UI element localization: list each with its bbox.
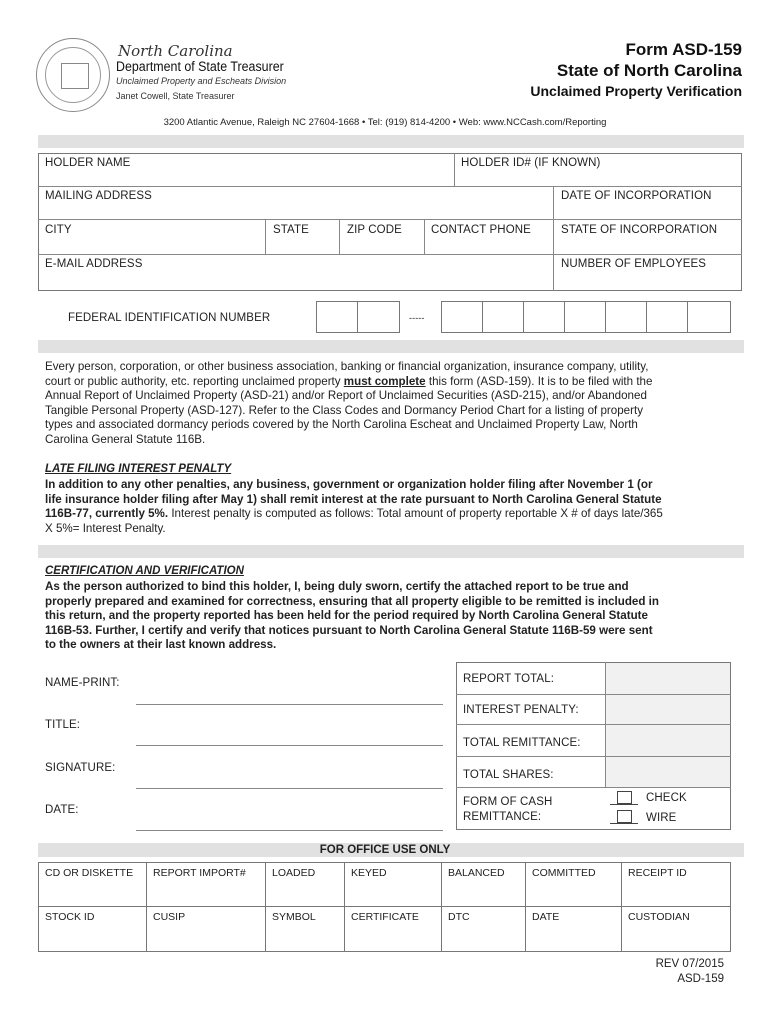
form-number: Form ASD-159 (625, 40, 742, 59)
department-name: Department of State Treasurer (116, 59, 284, 74)
col-divider (424, 219, 425, 254)
total-shares-field[interactable]: TOTAL SHARES: (463, 769, 554, 781)
footer-form-number: ASD-159 (677, 973, 724, 985)
office-use-table (38, 862, 731, 952)
divider-bar (38, 135, 744, 148)
certification-line: properly prepared and examined for correctness, ensuring that all property eligible to be remitted is included in (45, 594, 659, 608)
division-name: Unclaimed Property and Escheats Division (116, 76, 287, 86)
office-cell-symbol[interactable]: SYMBOL (266, 906, 345, 951)
date-of-incorporation-field[interactable]: DATE OF INCORPORATION (561, 190, 712, 202)
intro-paragraph (45, 360, 745, 448)
row-divider (456, 724, 731, 725)
contact-phone-field[interactable]: CONTACT PHONE (431, 224, 531, 236)
holder-info-box (38, 153, 742, 291)
interest-penalty-field[interactable]: INTEREST PENALTY: (463, 704, 579, 716)
row-divider (456, 756, 731, 757)
fein-separator: ----- (409, 313, 425, 323)
name-print-input[interactable] (136, 704, 443, 705)
wire-checkbox[interactable] (617, 810, 632, 823)
office-use-title: FOR OFFICE USE ONLY (319, 844, 451, 856)
office-cell-loaded[interactable]: LOADED (266, 863, 345, 907)
intro-text: this form (ASD-159). It is to be filed with the (425, 374, 653, 388)
intro-line (45, 375, 745, 390)
certification-line: 116B-53. Further, I certify and verify that notices pursuant to North Carolina General Statute 116B-59 were sent (45, 623, 653, 637)
col-divider (454, 153, 455, 186)
statute-emphasis: 116B-77, currently 5%. (45, 507, 169, 521)
report-total-field[interactable]: REPORT TOTAL: (463, 673, 554, 685)
intro-line: Carolina General Statute 116B. (45, 432, 206, 446)
fein-digit-box[interactable] (316, 301, 358, 333)
date-input[interactable] (136, 830, 443, 831)
late-filing-heading: LATE FILING INTEREST PENALTY (45, 463, 232, 475)
fein-digit-box[interactable] (687, 301, 731, 333)
row-divider (38, 254, 742, 255)
contact-address: 3200 Atlantic Avenue, Raleigh NC 27604-1668 • Tel: (919) 814-4200 • Web: www.NCCash.com/Reporting (163, 117, 607, 128)
certification-line: this return, and the property reported has been held for the period required by North Carolina General Statute (45, 609, 648, 623)
office-cell-cd-diskette[interactable]: CD OR DISKETTE (39, 863, 147, 907)
row-divider (456, 787, 731, 788)
title-label: TITLE: (45, 719, 81, 731)
certification-heading: CERTIFICATION AND VERIFICATION (45, 565, 244, 577)
signature-label: SIGNATURE: (45, 762, 116, 774)
state-title: State of North Carolina (556, 61, 742, 80)
email-address-field[interactable]: E-MAIL ADDRESS (45, 258, 143, 270)
check-label: CHECK (646, 792, 687, 804)
office-cell-report-import[interactable]: REPORT IMPORT# (147, 863, 266, 907)
date-label: DATE: (45, 804, 79, 816)
col-divider (339, 219, 340, 254)
number-of-employees-field[interactable]: NUMBER OF EMPLOYEES (561, 258, 707, 270)
office-cell-balanced[interactable]: BALANCED (442, 863, 526, 907)
wire-label: WIRE (646, 812, 677, 824)
signature-input[interactable] (136, 788, 443, 789)
zip-code-field[interactable]: ZIP CODE (347, 224, 402, 236)
fein-digit-box[interactable] (646, 301, 688, 333)
fein-digit-box[interactable] (564, 301, 606, 333)
late-filing-line (45, 507, 745, 522)
holder-name-field[interactable]: HOLDER NAME (45, 157, 131, 169)
checkbox-underline (610, 823, 638, 824)
must-complete-emphasis: must complete (343, 374, 426, 388)
divider-bar (38, 545, 744, 558)
intro-line: Annual Report of Unclaimed Property (ASD-21) and/or Report of Unclaimed Securities (ASD-215), and/or Abandoned (45, 389, 647, 403)
col-divider (605, 662, 606, 788)
intro-line: types and associated dormancy periods covered by the North Carolina Escheat and Unclaimed Property Law, North (45, 418, 638, 432)
checkbox-underline (610, 804, 638, 805)
col-divider (265, 219, 266, 254)
fein-label: FEDERAL IDENTIFICATION NUMBER (68, 312, 271, 324)
remittance-label: REMITTANCE: (463, 811, 542, 823)
form-title: Unclaimed Property Verification (530, 83, 742, 99)
form-of-cash-label: FORM OF CASH (463, 796, 553, 808)
state-field[interactable]: STATE (273, 224, 309, 236)
office-cell-dtc[interactable]: DTC (442, 906, 526, 951)
intro-text: court or public authority, etc. reporting unclaimed property (45, 374, 344, 388)
name-print-label: NAME-PRINT: (45, 677, 120, 689)
office-cell-cusip[interactable]: CUSIP (147, 906, 266, 951)
title-input[interactable] (136, 745, 443, 746)
office-cell-certificate[interactable]: CERTIFICATE (345, 906, 442, 951)
total-remittance-field[interactable]: TOTAL REMITTANCE: (463, 737, 581, 749)
office-cell-committed[interactable]: COMMITTED (526, 863, 622, 907)
state-seal (36, 38, 110, 112)
col-divider (553, 186, 554, 291)
row-divider (38, 186, 742, 187)
fein-digit-box[interactable] (605, 301, 647, 333)
fein-digit-box[interactable] (441, 301, 483, 333)
fein-digit-box[interactable] (482, 301, 524, 333)
late-filing-text: Interest penalty is computed as follows: Total amount of property reportable X # of days late/365 (168, 507, 663, 521)
late-filing-line: X 5%= Interest Penalty. (45, 521, 166, 535)
treasurer-name: Janet Cowell, State Treasurer (116, 91, 235, 101)
office-cell-keyed[interactable]: KEYED (345, 863, 442, 907)
office-cell-receipt-id[interactable]: RECEIPT ID (622, 863, 731, 907)
certification-line: As the person authorized to bind this holder, I, being duly sworn, certify the attached report to be true and (45, 580, 629, 593)
totals-shaded-area (606, 663, 730, 787)
office-cell-stock-id[interactable]: STOCK ID (39, 906, 147, 951)
mailing-address-field[interactable]: MAILING ADDRESS (45, 190, 152, 202)
intro-line: Every person, corporation, or other business association, banking or financial organization, insurance company, utility, (45, 360, 649, 373)
certification-paragraph (45, 580, 745, 653)
city-field[interactable]: CITY (45, 224, 72, 236)
divider-bar (38, 340, 744, 353)
check-checkbox[interactable] (617, 791, 632, 804)
late-filing-paragraph (45, 478, 745, 536)
row-divider (38, 219, 742, 220)
state-script-title: North Carolina (118, 42, 233, 60)
row-divider (456, 694, 731, 695)
revision-date: REV 07/2015 (655, 958, 724, 970)
state-of-incorporation-field[interactable]: STATE OF INCORPORATION (561, 224, 718, 236)
late-filing-line: life insurance holder filing after May 1) shall remit interest at the rate pursuant to North Carolina General Statute (45, 492, 662, 506)
fein-digit-box[interactable] (357, 301, 400, 333)
fein-digit-box[interactable] (523, 301, 565, 333)
office-cell-custodian[interactable]: CUSTODIAN (622, 906, 731, 951)
holder-id-field[interactable]: HOLDER ID# (IF KNOWN) (461, 157, 601, 169)
certification-line: to the owners at their last known address. (45, 638, 277, 652)
late-filing-line: In addition to any other penalties, any business, government or organization holder filing after November 1 (or (45, 478, 653, 491)
office-cell-date[interactable]: DATE (526, 906, 622, 951)
intro-line: Tangible Personal Property (ASD-127). Refer to the Class Codes and Dormancy Period Chart for a listing of property (45, 403, 644, 417)
